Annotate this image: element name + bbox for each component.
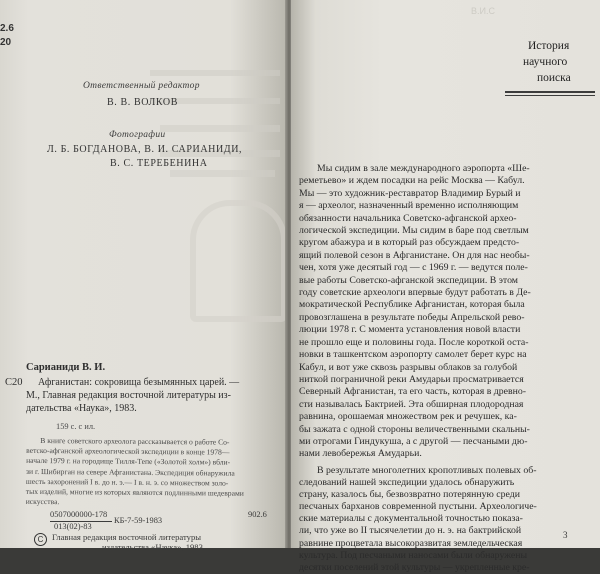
body-line: культура. Под песчаными наносами были обнаружены (299, 549, 528, 561)
isbn-code-top: 0507000000-178 (50, 510, 108, 519)
body-line: вые работы Советско-афганской экспедиции. В этом (299, 274, 518, 286)
annotation-line: начале 1979 г. на городище Тилля-Тепе («Золотой холм») вбли- (26, 456, 231, 468)
body-line: бы зажата с одной стороны величественными скальны- (299, 423, 530, 435)
corner-code-bottom: 20 (0, 37, 12, 48)
catalog-shelf-mark: С20 (5, 377, 23, 388)
body-line: обязанности начальника Советско-афганской архео- (299, 212, 517, 224)
body-paragraph-1 (299, 163, 569, 461)
catalog-title-line3: дательства «Наука», 1983. (26, 403, 137, 414)
body-line: я — археолог, назначенный временно исполняющим (299, 200, 519, 212)
photographers-line1: Л. Б. БОГДАНОВА, В. И. САРИАНИДИ, (47, 144, 243, 155)
annotation-line: зи г. Шибирган на севере Афганистана. Экспедиция обнаружила (25, 466, 235, 478)
body-line: В результате многолетних кропотливых полевых об- (317, 465, 537, 476)
responsible-editor-label: Ответственный редактор (83, 81, 200, 91)
body-line: сти называлась Бактрией. Эта обширная плодородная (299, 398, 524, 410)
body-line: ские материалы с документальной точностью показа- (299, 513, 523, 525)
copyright-line1: Главная редакция восточной литературы (52, 532, 202, 542)
body-line: провозглашена в результате победы Апрельской рево- (299, 311, 525, 323)
body-line: ящий полевой сезон в Афганистане. Он для нас необы- (299, 249, 530, 261)
isbn-code-bottom: 013(02)-83 (54, 522, 92, 531)
annotation-line: шесть захоронений I в. до н. э.— I в. н. э. со множеством золо- (25, 476, 229, 488)
classification-code: 902.6 (248, 510, 267, 519)
body-line: равнине процветала высокоразвитая земледельческая (299, 537, 523, 549)
body-line: ми отрогами Гиндукуша, а с другой — песчаными дю- (299, 435, 528, 447)
annotation-line: ветско-афганской археологической экспедиции в конце 1978— (26, 446, 230, 457)
body-line: кругом абажура и в который раз обсуждаем предсто- (299, 237, 520, 249)
body-line: Мы сидим в зале международного аэропорта «Ше- (317, 163, 530, 174)
catalog-title-line2: М., Главная редакция восточной литературы из- (26, 390, 231, 401)
copyright-line2: издательства «Наука», 1983. (102, 542, 206, 552)
body-line: Северный Афганистан, та его часть, которая в древно- (299, 386, 527, 398)
body-line: Мы — это художник-реставратор Владимир Бурый и (299, 187, 521, 199)
annotation-line: тых изделий, многие из которых являются подлинными шедеврами (25, 486, 244, 498)
body-line: десятки поселений этой культуры — укрепленные кре- (299, 561, 530, 573)
body-line: Кабул, и вот уже сквозь разрывы облаков за голубой (299, 361, 518, 373)
show-through-corner: В.И.С (471, 6, 495, 16)
show-through-decoration (150, 70, 285, 210)
body-line: люции 1978 г. С момента установления новой власти (299, 324, 521, 336)
body-line: не прошло еще и половины года. После короткой оста- (299, 336, 529, 348)
photographers-line2: В. С. ТЕРЕБЕНИНА (110, 158, 208, 169)
show-through-ornament (190, 200, 287, 322)
left-page (0, 0, 287, 552)
chapter-heading-line1: История (528, 40, 570, 52)
chapter-heading-line2: научного (523, 56, 568, 68)
body-line: следований нашей экспедиции удалось обнаружить (299, 477, 515, 489)
body-line: равнина, орошаемая множеством рек и речушек, ка- (299, 411, 517, 423)
body-line: ниткой пограничной реки Амударьи просматривается (299, 373, 524, 385)
annotation-line: искусства. (25, 497, 60, 507)
heading-rule-bottom (505, 95, 595, 96)
catalog-annotation (26, 436, 285, 510)
body-line: страну, казалось бы, безвозвратно потерянную среди (299, 489, 520, 501)
body-line: нами левобережья Амударьи. (299, 448, 422, 460)
copyright-icon: C (34, 533, 47, 546)
responsible-editor-name: В. В. ВОЛКОВ (107, 97, 179, 108)
body-line: реметьево» и ждем посадки на рейс Москва — Кабул. (299, 175, 525, 187)
catalog-pages: 159 с. с ил. (56, 422, 96, 431)
page-number: 3 (563, 530, 568, 540)
photos-label: Фотографии (109, 130, 166, 140)
body-line: году советские археологи впервые будут работать в Де- (299, 287, 531, 299)
body-line: ли, что уже во II тысячелетии до н. э. на бактрийской (299, 525, 522, 537)
chapter-heading-line3: поиска (537, 72, 571, 84)
body-line: логической экспедиции. Мы сидим в баре под светлым (299, 225, 529, 237)
body-paragraph-2 (299, 465, 569, 574)
catalog-title-line1: Афганистан: сокровища безымянных царей. — (38, 377, 240, 388)
heading-rule-top (505, 91, 595, 93)
annotation-line: В книге советского археолога рассказывается о работе Со- (40, 435, 230, 447)
body-line: песчаных барханов современной пустыни. Археологиче- (299, 501, 537, 513)
isbn-code-middle: КБ-7-59-1983 (114, 516, 163, 525)
body-line: новки в ташкентском аэропорту самолет берет курс на (299, 349, 527, 361)
catalog-author: Сарианиди В. И. (26, 362, 106, 373)
body-line: чен, хотя уже десятый год — с 1969 г. — ведутся поле- (299, 262, 528, 274)
body-line: мократической Республике Афганистан, которая была (299, 299, 525, 311)
corner-code-top: 2.6 (0, 23, 14, 34)
